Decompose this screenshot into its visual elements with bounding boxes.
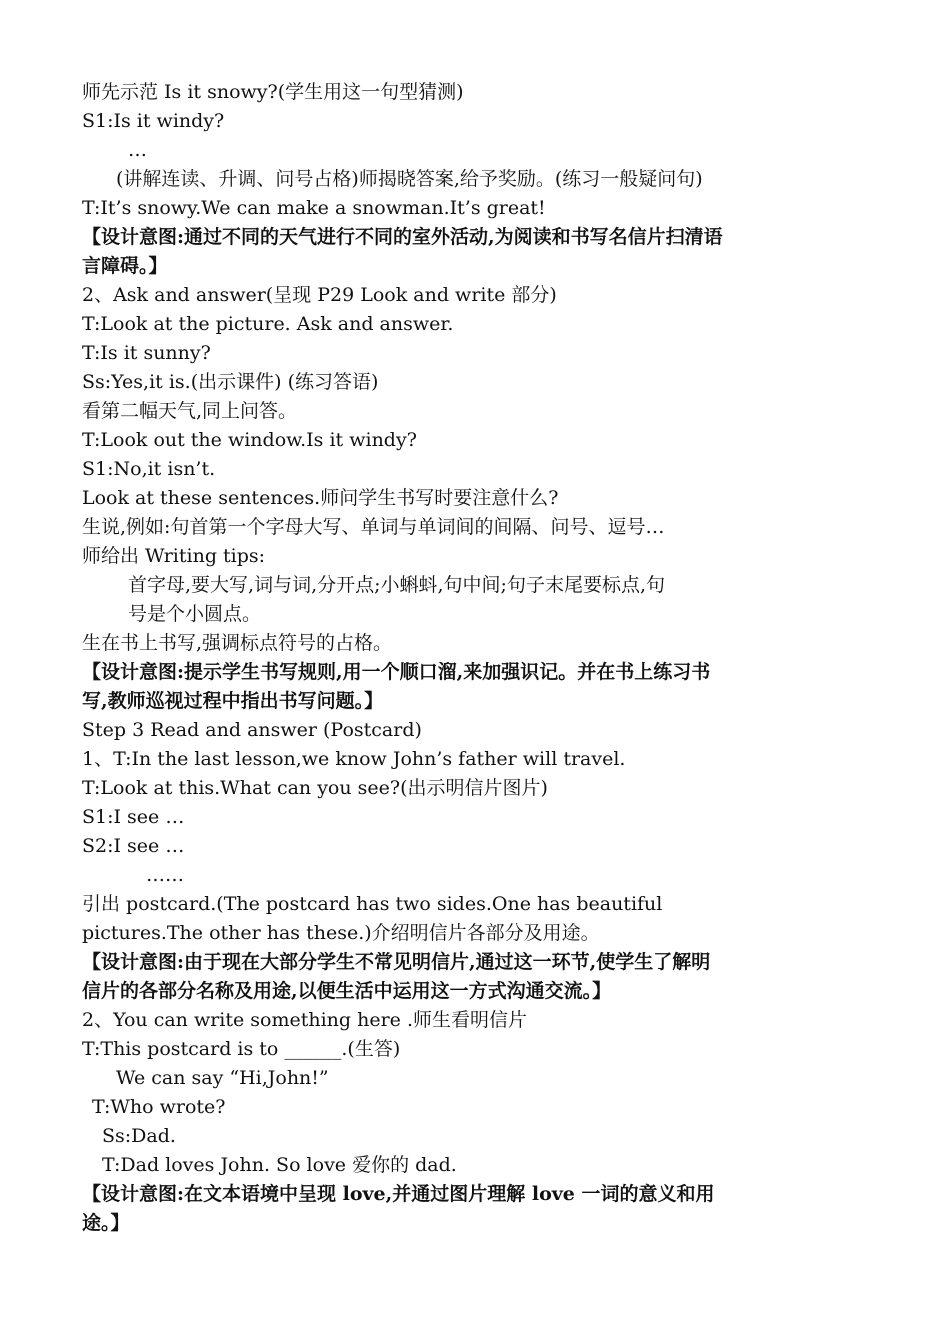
text-line: S1:I see … xyxy=(82,806,185,828)
text-line: … xyxy=(128,139,147,161)
writing-tip-line: 号是个小圆点。 xyxy=(128,603,262,625)
text-line: Look at these sentences.师问学生书写时要注意什么? xyxy=(82,487,559,509)
text-line: 看第二幅天气,同上问答。 xyxy=(82,400,298,422)
text-line: S1:No,it isn’t. xyxy=(82,458,216,480)
text-line: We can say “Hi,John!” xyxy=(116,1067,329,1089)
section-heading: 2、Ask and answer(呈现 P29 Look and write 部分) xyxy=(82,284,557,306)
text-line: 师先示范 Is it snowy?(学生用这一句型猜测) xyxy=(82,81,464,103)
design-intent-line: 【设计意图:通过不同的天气进行不同的室外活动,为阅读和书写名信片扫清语 xyxy=(82,226,723,248)
design-intent-line: 写,教师巡视过程中指出书写问题。】 xyxy=(82,690,384,712)
text-line: T:Look at the picture. Ask and answer. xyxy=(82,313,454,335)
design-intent-line: 【设计意图:提示学生书写规则,用一个顺口溜,来加强识记。并在书上练习书 xyxy=(82,661,711,683)
text-line: T:This postcard is to ______.(生答) xyxy=(82,1038,401,1060)
text-line: S1:Is it windy? xyxy=(82,110,225,132)
text-line: 师给出 Writing tips: xyxy=(82,545,266,567)
text-line: …… xyxy=(146,864,184,886)
text-line: 引出 postcard.(The postcard has two sides.One has beautiful xyxy=(82,893,663,915)
text-line: 2、You can write something here .师生看明信片 xyxy=(82,1009,528,1031)
text-line: T:Who wrote? xyxy=(92,1096,226,1118)
text-line: T:Look at this.What can you see?(出示明信片图片) xyxy=(82,777,548,799)
document-page xyxy=(82,78,882,1238)
design-intent-line: 【设计意图:在文本语境中呈现 love,并通过图片理解 love 一词的意义和用 xyxy=(82,1183,715,1205)
design-intent-line: 信片的各部分名称及用途,以便生活中运用这一方式沟通交流。】 xyxy=(82,980,612,1002)
text-line: 1、T:In the last lesson,we know John’s father will travel. xyxy=(82,748,626,770)
design-intent-line: 言障碍。】 xyxy=(82,255,168,277)
text-line: S2:I see … xyxy=(82,835,185,857)
text-line: Ss:Yes,it is.(出示课件) (练习答语) xyxy=(82,371,379,393)
text-line: T:Is it sunny? xyxy=(82,342,211,364)
writing-tip-line: 首字母,要大写,词与词,分开点;小蝌蚪,句中间;句子末尾要标点,句 xyxy=(128,574,666,596)
text-line: (讲解连读、升调、问号占格)师揭晓答案,给予奖励。(练习一般疑问句) xyxy=(116,168,703,190)
text-line: T:It’s snowy.We can make a snowman.It’s great! xyxy=(82,197,546,219)
design-intent-line: 【设计意图:由于现在大部分学生不常见明信片,通过这一环节,使学生了解明 xyxy=(82,951,711,973)
section-heading: Step 3 Read and answer (Postcard) xyxy=(82,719,422,741)
text-line: 生在书上书写,强调标点符号的占格。 xyxy=(82,632,393,654)
text-line: T:Look out the window.Is it windy? xyxy=(82,429,417,451)
text-line: pictures.The other has these.)介绍明信片各部分及用途。 xyxy=(82,922,600,944)
design-intent-line: 途。】 xyxy=(82,1212,130,1234)
text-line: T:Dad loves John. So love 爱你的 dad. xyxy=(102,1154,457,1176)
text-line: Ss:Dad. xyxy=(102,1125,176,1147)
text-line: 生说,例如:句首第一个字母大写、单词与单词间的间隔、问号、逗号… xyxy=(82,516,665,538)
